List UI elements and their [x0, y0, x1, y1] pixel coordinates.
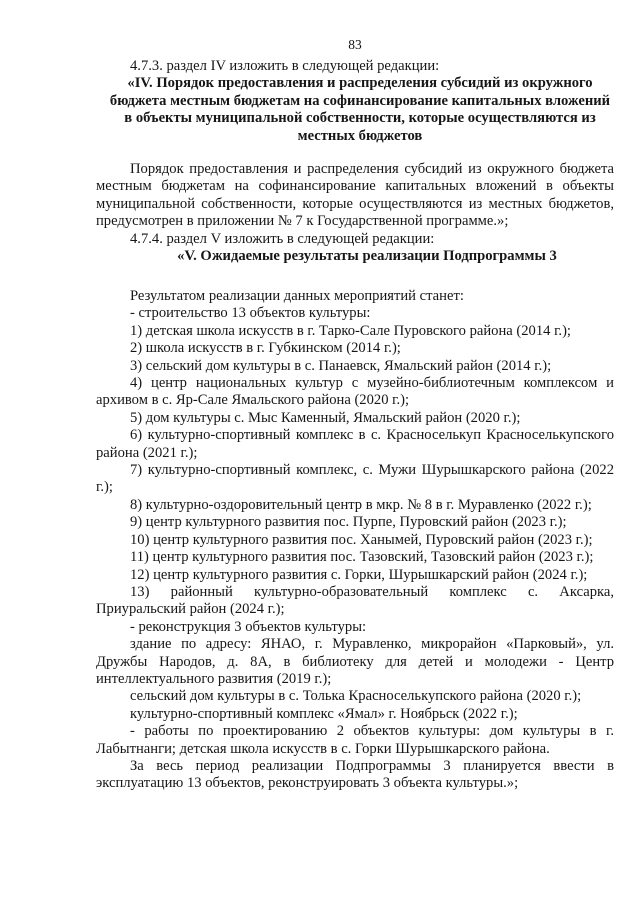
- construction-item: 5) дом культуры с. Мыс Каменный, Ямальский район (2020 г.);: [130, 409, 521, 426]
- design-works: - работы по проектированию 2 объектов культуры: дом культуры в г. Лабытнанги; детская школа искусств в с. Горки Шурышкарского района.: [96, 723, 614, 757]
- construction-item: 7) культурно-спортивный комплекс, с. Мужи Шурышкарского района (2022 г.);: [96, 462, 614, 496]
- section-iv-body: [96, 161, 614, 265]
- construction-item: 1) детская школа искусств в г. Тарко-Сале Пуровского района (2014 г.);: [130, 322, 571, 339]
- reconstruction-header: - реконструкция 3 объектов культуры:: [130, 618, 367, 635]
- construction-item: 10) центр культурного развития пос. Ханымей, Пуровский район (2023 г.);: [130, 531, 593, 548]
- section-iv-intro: 4.7.3. раздел IV изложить в следующей редакции:: [130, 58, 440, 74]
- construction-header: - строительство 13 объектов культуры:: [130, 305, 371, 322]
- section-iv-paragraph: Порядок предоставления и распределения субсидий из окружного бюджета местным бюджетам на софинансирование капитальных вложений в объекты муниципальной собственности, которые осуществляются из местных бюджетов, предусмотрен в приложении № 7 к Государственной программе.»;: [96, 161, 614, 230]
- section-iv: [96, 58, 614, 145]
- construction-item: 2) школа искусств в г. Губкинском (2014 г.);: [130, 340, 401, 357]
- construction-item: 3) сельский дом культуры в с. Панаевск, Ямальский район (2014 г.);: [130, 357, 552, 374]
- page-number: 83: [348, 37, 362, 52]
- reconstruction-item: культурно-спортивный комплекс «Ямал» г. Ноябрьск (2022 г.);: [130, 705, 518, 722]
- section-iv-heading: «IV. Порядок предоставления и распределения субсидий из окружного бюджета местным бюджетам на софинансирование капитальных вложений в объекты муниципальной собственности, которые осуществляются из местных бюджетов: [109, 75, 611, 144]
- construction-item: 13) районный культурно-образовательный комплекс с. Аксарка, Приуральский район (2024 г.);: [96, 583, 614, 618]
- results-summary: За весь период реализации Подпрограммы 3 планируется ввести в эксплуатацию 13 объектов, реконструировать 3 объекта культуры.»;: [96, 757, 614, 792]
- reconstruction-item: здание по адресу: ЯНАО, г. Муравленко, микрорайон «Парковый», ул. Дружбы Народов, д. 8А, в библиотеку для детей и молодежи - Центр интеллектуального развития (2019 г.);: [96, 636, 614, 687]
- reconstruction-item: сельский дом культуры в с. Толька Красноселькупского района (2020 г.);: [130, 688, 582, 705]
- construction-item: 4) центр национальных культур с музейно-библиотечным комплексом и архивом в с. Яр-Сале Ямальского района (2020 г.);: [96, 375, 614, 409]
- results-lead: Результатом реализации данных мероприятий станет:: [130, 288, 464, 304]
- construction-item: 12) центр культурного развития с. Горки, Шурышкарский район (2024 г.);: [130, 566, 588, 583]
- section-v-heading: «V. Ожидаемые результаты реализации Подпрограммы 3: [177, 248, 557, 265]
- construction-item: 6) культурно-спортивный комплекс в с. Красноселькуп Красноселькупского района (2021 г.);: [96, 427, 614, 461]
- section-v-body: [96, 288, 614, 793]
- construction-item: 8) культурно-оздоровительный центр в мкр. № 8 в г. Муравленко (2022 г.);: [130, 496, 592, 513]
- construction-item: 11) центр культурного развития пос. Тазовский, Тазовский район (2023 г.);: [130, 549, 594, 566]
- construction-item: 9) центр культурного развития пос. Пурпе, Пуровский район (2023 г.);: [130, 514, 567, 531]
- section-v-intro: 4.7.4. раздел V изложить в следующей редакции:: [130, 230, 435, 247]
